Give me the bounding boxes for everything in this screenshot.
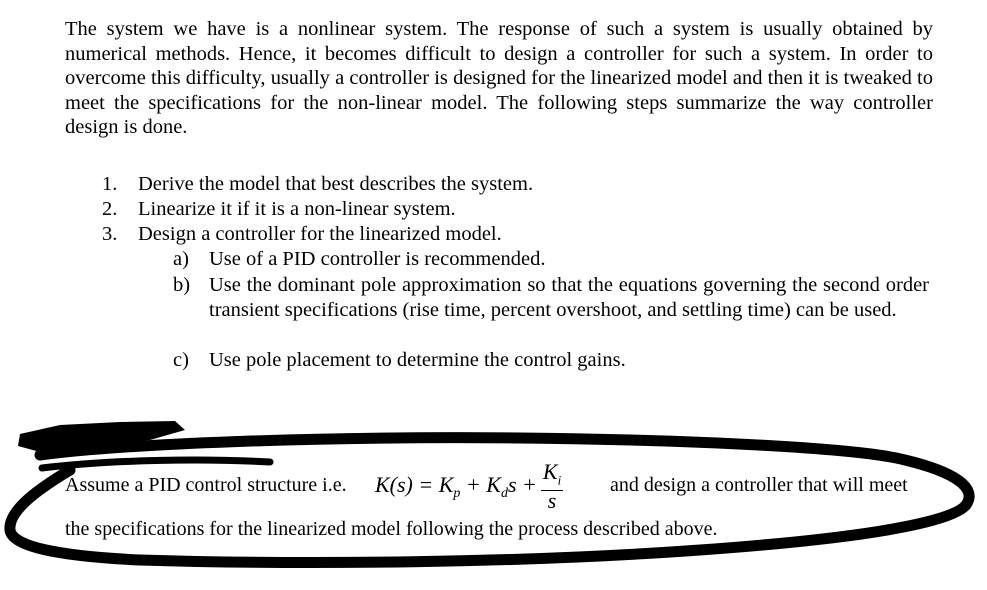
substep-letter: c) (173, 349, 189, 371)
formula-lhs: K(s) = K (375, 471, 454, 497)
question-line-1 (65, 474, 347, 497)
question-line-1-end (610, 474, 908, 497)
step-text: Linearize it if it is a non-linear system. (138, 198, 456, 220)
formula-sub-p: p (453, 486, 461, 502)
formula-sub-i: i (557, 472, 562, 488)
formula-s-term: s + (507, 471, 537, 497)
step-text: Derive the model that best describes the system. (138, 173, 534, 195)
intro-paragraph: The system we have is a nonlinear system. The response of such a system is usually obtained by numerical methods. Hence, it becomes difficult to design a controller for such a system. In order to overcome this difficulty, usually a controller is designed for the linearized model and then it is tweaked to meet the specifications for the non-linear model. The following steps summarize the way controller design is done. (65, 18, 933, 139)
step-text: Design a controller for the linearized model. (138, 223, 502, 245)
numerator-k: K (542, 459, 558, 484)
substep-letter: a) (173, 248, 189, 270)
step-number: 2. (102, 198, 118, 220)
pid-formula (375, 459, 563, 514)
substep-text: Use of a PID controller is recommended. (209, 248, 546, 270)
step-number: 1. (102, 173, 118, 195)
fraction-denominator: s (547, 488, 557, 514)
substep-text: Use pole placement to determine the control gains. (209, 349, 626, 371)
formula-fraction (541, 459, 563, 514)
formula-sub-d: d (500, 486, 508, 502)
question-text-end: and design a controller that will meet (610, 474, 908, 496)
fraction-numerator (541, 459, 563, 491)
scribble-stroke (42, 460, 270, 468)
step-number: 3. (102, 223, 118, 245)
formula-plus: + K (460, 471, 501, 497)
substep-text: Use the dominant pole approximation so that the equations governing the second order transient specifications (rise time, percent overshoot, and settling time) can be used. (209, 274, 929, 321)
question-text: Assume a PID control structure i.e. (65, 474, 347, 496)
question-line-2: the specifications for the linearized model following the process described above. (65, 518, 718, 540)
substep-letter: b) (173, 274, 191, 296)
